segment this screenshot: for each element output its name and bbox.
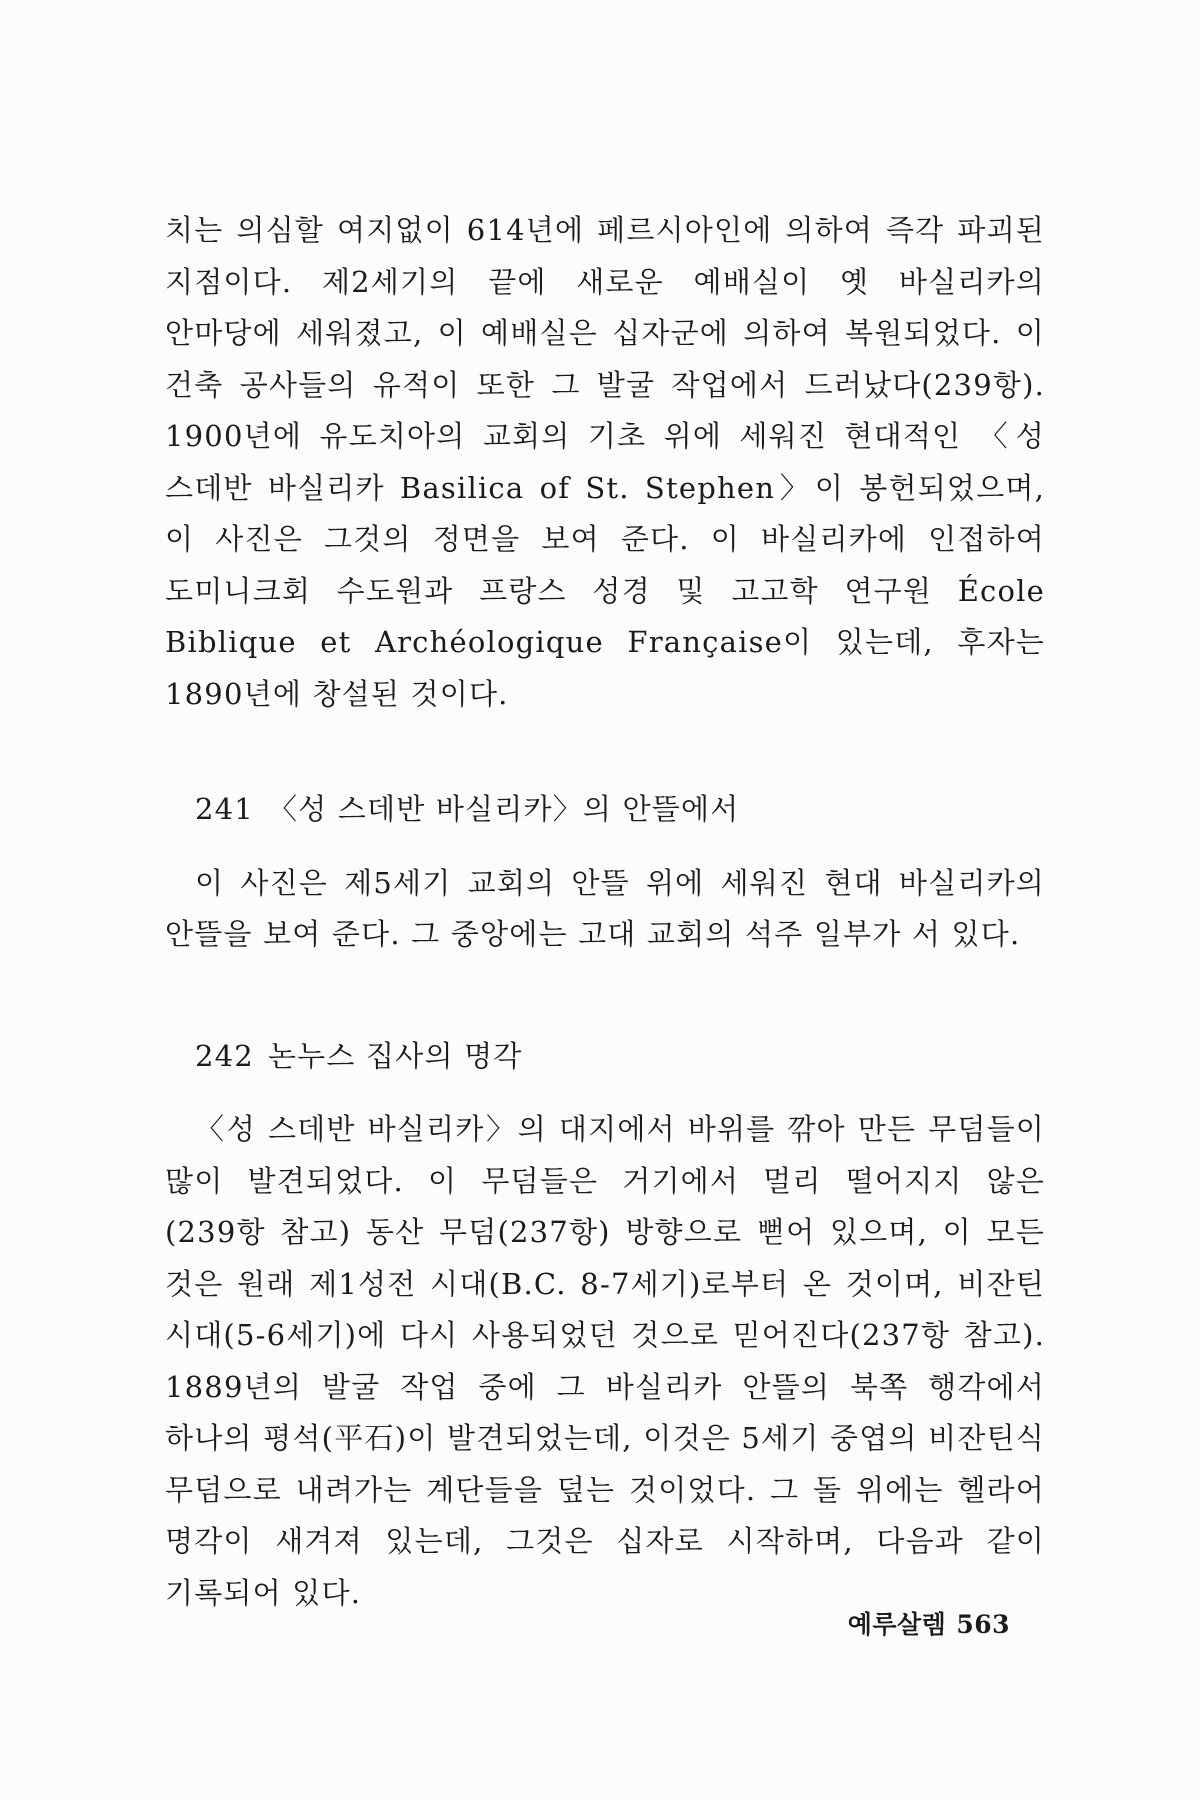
section-241-body: 이 사진은 제5세기 교회의 안뜰 위에 세워진 현대 바실리카의 안뜰을 보여 준다. 그 중앙에는 고대 교회의 석주 일부가 서 있다. [165, 865, 1045, 951]
intro-paragraph: 치는 의심할 여지없이 614년에 페르시아인에 의하여 즉각 파괴된 지점이다. 제2세기의 끝에 새로운 예배실이 옛 바실리카의 안마당에 세워졌고, 이 예배실은 십자군에 의하여 복원되었다. 이 건축 공사들의 유적이 또한 그 발굴 작업에서 드러났다(239항). 1900년에 유도치아의 교회의 기초 위에 세워진 현대적인 〈성 스데반 바실리카 Basilica of St. Stephen〉이 봉헌되었으며, 이 사진은 그것의 정면을 보여 준다. 이 바실리카에 인접하여 도미니크회 수도원과 프랑스 성경 및 고고학 연구원 École Biblique et Archéologique Française이 있는데, 후자는 1890년에 창설된 것이다. [165, 213, 1045, 711]
page-body [165, 205, 1045, 1619]
section-242-title: 논누스 집사의 명각 [267, 1038, 523, 1073]
section-242-number: 242 [195, 1038, 254, 1073]
page-number: 563 [956, 1610, 1010, 1639]
section-242-heading [165, 1031, 1045, 1083]
section-241-heading [165, 784, 1045, 836]
page-footer [848, 1605, 1010, 1641]
running-title: 예루살렘 [847, 1610, 947, 1639]
section-241-number: 241 [195, 792, 254, 826]
section-242-body: 〈성 스데반 바실리카〉의 대지에서 바위를 깎아 만든 무덤들이 많이 발견되었다. 이 무덤들은 거기에서 멀리 떨어지지 않은(239항 참고) 동산 무덤(237항) 방향으로 뻗어 있으며, 이 모든 것은 원래 제1성전 시대(B.C. 8-7세기)로부터 온 것이며, 비잔틴 시대(5-6세기)에 다시 사용되었던 것으로 믿어진다(237항 참고). 1889년의 발굴 작업 중에 그 바실리카 안뜰의 북쪽 행각에서 하나의 평석(平石)이 발견되었는데, 이것은 5세기 중엽의 비잔틴식 무덤으로 내려가는 계단들을 덮는 것이었다. 그 돌 위에는 헬라어 명각이 새겨져 있는데, 그것은 십자로 시작하며, 다음과 같이 기록되어 있다. [165, 1112, 1045, 1610]
section-241-title: 〈성 스데반 바실리카〉의 안뜰에서 [267, 792, 740, 826]
